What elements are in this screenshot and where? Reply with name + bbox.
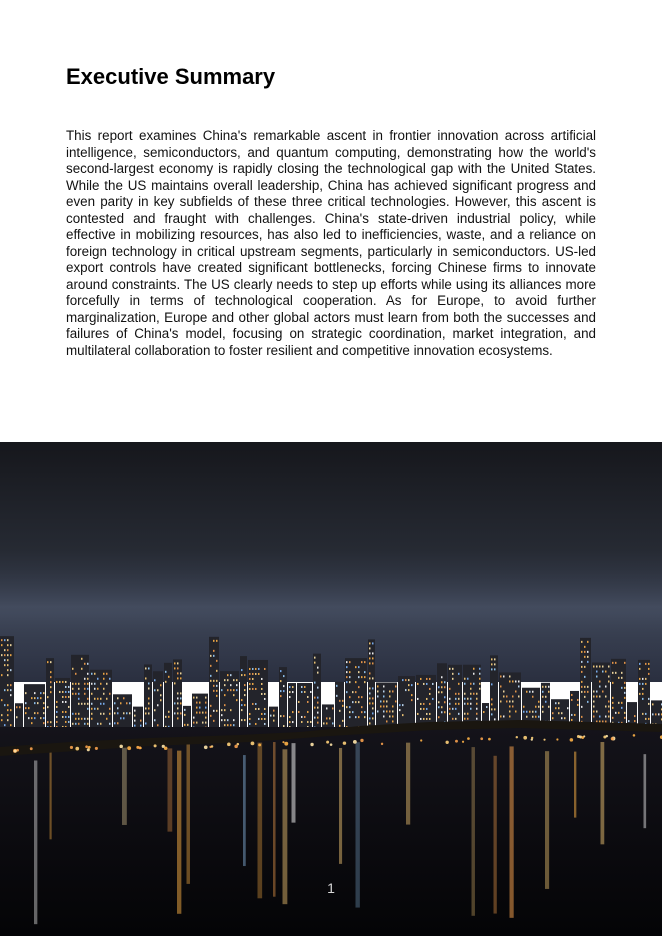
- building: [611, 659, 626, 732]
- light-reflection: [187, 744, 190, 884]
- building: [248, 660, 268, 732]
- building: [55, 678, 70, 732]
- page-number: 1: [327, 880, 335, 896]
- building: [90, 670, 112, 732]
- page-title: Executive Summary: [66, 64, 276, 89]
- building: [345, 658, 367, 732]
- light-reflection: [258, 743, 263, 899]
- city-skyline-night-photo: [0, 442, 662, 936]
- building: [173, 659, 182, 732]
- building: [164, 663, 172, 732]
- building: [335, 682, 344, 732]
- building: [490, 655, 498, 732]
- light-reflection: [122, 747, 127, 825]
- building: [288, 683, 296, 732]
- light-reflection: [339, 748, 342, 864]
- harbor-water: [0, 727, 662, 936]
- building: [71, 655, 89, 732]
- light-reflection: [601, 742, 605, 844]
- building: [46, 658, 54, 732]
- light-reflection: [50, 749, 52, 840]
- light-reflection: [168, 748, 173, 831]
- light-reflection: [574, 752, 576, 818]
- building: [592, 663, 610, 732]
- light-reflection: [243, 755, 246, 866]
- building: [638, 660, 650, 732]
- cloud-band: [0, 562, 662, 652]
- building: [297, 683, 312, 732]
- light-reflection: [273, 742, 276, 897]
- light-reflection: [644, 754, 647, 828]
- light-reflection: [34, 760, 37, 924]
- light-reflection: [292, 743, 296, 823]
- building: [24, 684, 45, 732]
- executive-summary-text: This report examines China's remarkable ascent in frontier innovation across artificial intelligence, semiconductors, and quantum computing, demonstrating how the world's second-largest economy is rapidly closing the technological gap with the United States. While the US maintains overall leadership, China has achieved significant progress and even parity in key subfields of these three critical technologies. However, this ascent is contested and fraught with challenges. China's state-driven industrial policy, while effective in mobilizing resources, has also led to inefficiencies, waste, and a reliance on foreign technology in critical upstream segments, particularly in semiconductors. US-led export controls have created significant bottlenecks, forcing Chinese firms to innovate around constraints. The US clearly needs to step up efforts while using its alliances more forcefully in terms of technological cooperation. As for Europe, to avoid further marginalization, Europe and other global actors must learn from both the successes and failures of China's model, focusing on strategic coordination, market integration, and multilateral collaboration to foster resilient and competitive innovation ecosystems.: [66, 128, 596, 358]
- building: [313, 654, 321, 732]
- light-reflection: [406, 743, 410, 825]
- light-reflection: [545, 751, 549, 889]
